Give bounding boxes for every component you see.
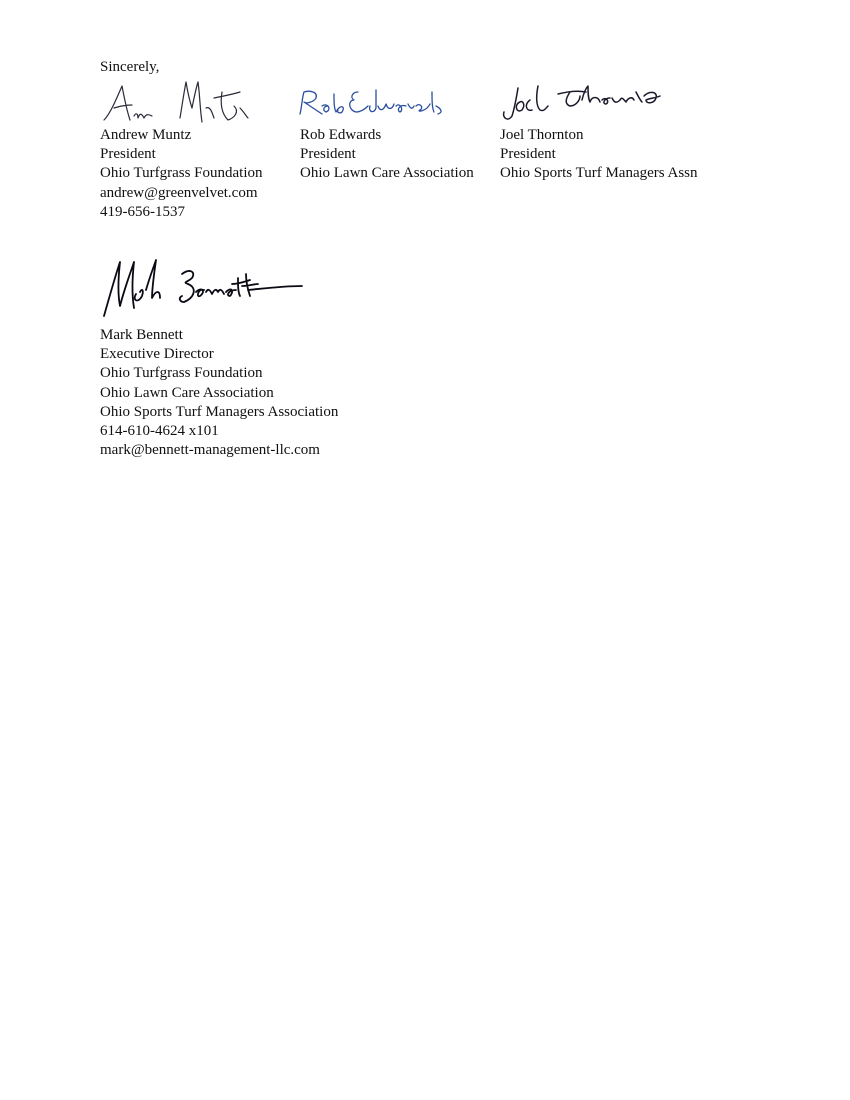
director-block [100, 326, 338, 460]
signer-name: Joel Thornton [500, 127, 584, 143]
signer-org: Ohio Sports Turf Managers Assn [500, 165, 698, 182]
signer-title: President [500, 146, 556, 163]
signer-title: President [100, 146, 156, 163]
director-org: Ohio Lawn Care Association [100, 384, 274, 401]
director-org: Ohio Turfgrass Foundation [100, 365, 263, 382]
signer-block-edwards [300, 126, 474, 184]
signer-name: Rob Edwards [300, 127, 382, 143]
signer-org: Ohio Turfgrass Foundation [100, 165, 263, 182]
signer-name: Andrew Muntz [100, 127, 192, 143]
director-title: Executive Director [100, 346, 214, 363]
signer-block-thornton [500, 126, 698, 184]
signer-email: andrew@greenvelvet.com [100, 184, 258, 201]
director-email: mark@bennett-management-llc.com [100, 442, 320, 459]
director-phone: 614-610-4624 x101 [100, 423, 219, 440]
signature-mark-bennett [98, 256, 308, 322]
signature-rob-edwards [296, 88, 448, 120]
director-org: Ohio Sports Turf Managers Association [100, 403, 339, 420]
director-name: Mark Bennett [100, 327, 183, 343]
signer-title: President [300, 146, 356, 163]
signer-org: Ohio Lawn Care Association [300, 165, 474, 182]
signature-joel-thornton [500, 82, 662, 124]
closing-text: Sincerely, [100, 59, 160, 75]
signature-andrew-muntz [100, 78, 252, 128]
signer-block-muntz [100, 126, 263, 222]
signer-phone: 419-656-1537 [100, 203, 185, 220]
